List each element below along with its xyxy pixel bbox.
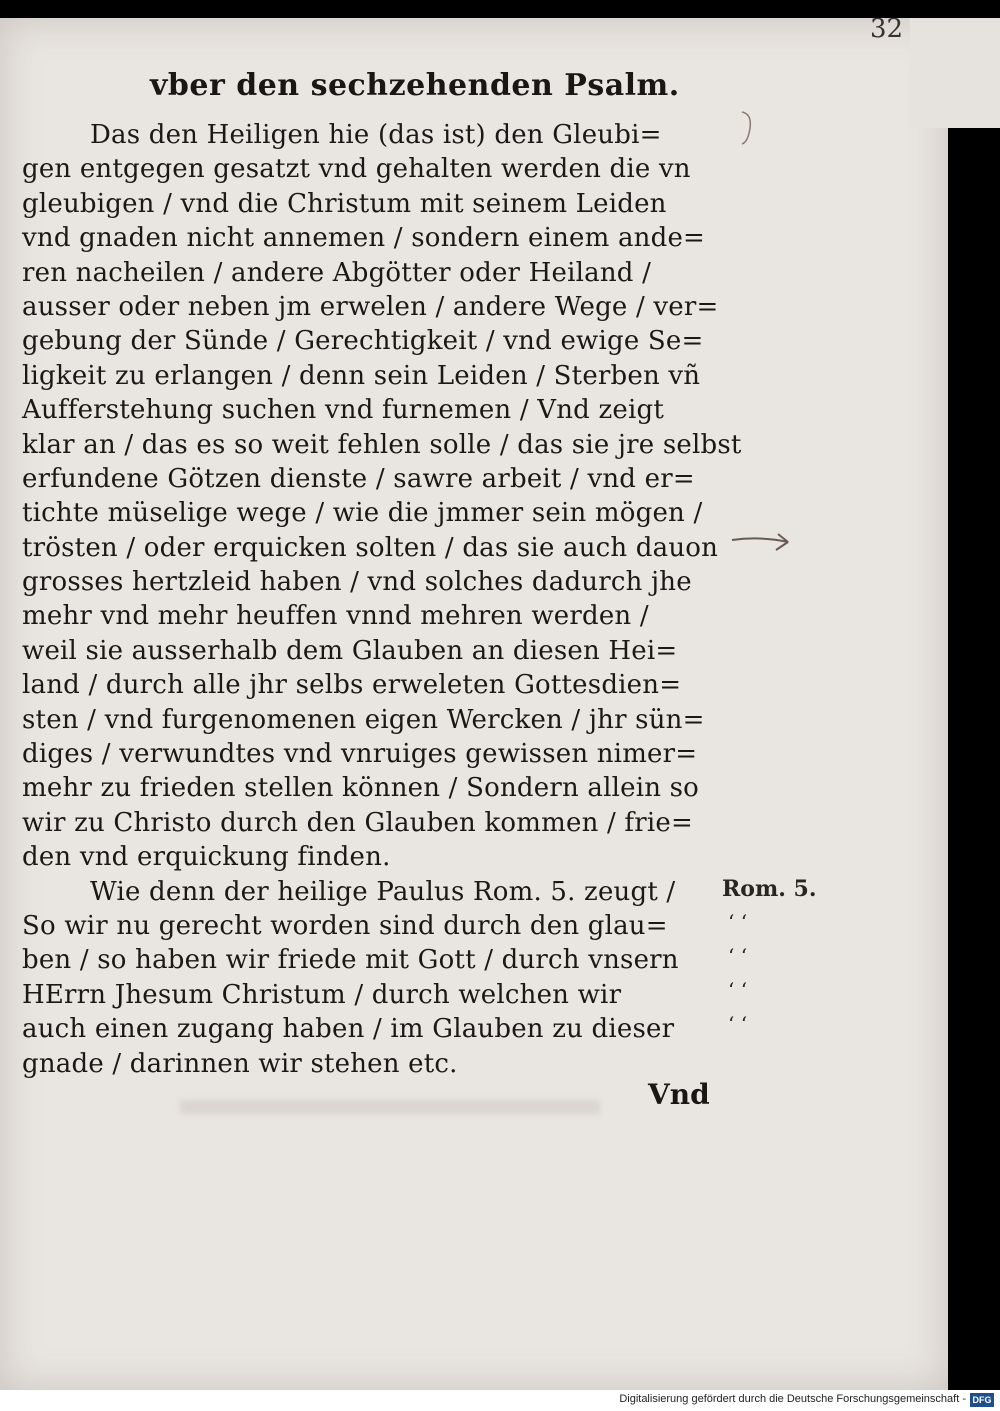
text-line: weil sie ausserhalb dem Glauben an diesen Hei= [22,635,678,666]
margin-reference: Rom. 5. [722,876,817,902]
text-line: trösten / oder erquicken solten / das sie auch dauon [22,532,719,563]
margin-quote-mark: ‘ ‘ [728,944,748,968]
text-line: mehr zu frieden stellen können / Sondern allein so [22,773,700,804]
running-head: vber den sechzehenden Psalm. [150,68,680,103]
text-line: wir zu Christo durch den Glauben kommen / frie= [22,807,693,838]
text-line: ligkeit zu erlangen / denn sein Leiden / Sterben vñ [22,360,701,391]
dfg-logo: DFG [970,1393,994,1407]
footer-credit: Digitalisierung gefördert durch die Deutsche Forschungsgemeinschaft - [619,1393,966,1405]
body-text [22,118,742,1081]
ink-bleed [180,1100,600,1114]
margin-quote-mark: ‘ ‘ [728,910,748,934]
text-line: ben / so haben wir friede mit Gott / durch vnsern [22,945,679,976]
text-line: Aufferstehung suchen vnd furnemen / Vnd zeigt [22,395,664,426]
text-line: land / durch alle jhr selbs erweleten Gottesdien= [22,670,682,701]
text-line: gebung der Sünde / Gerechtigkeit / vnd ewige Se= [22,326,704,357]
text-line: grosses hertzleid haben / vnd solches dadurch jhe [22,567,692,598]
text-line: den vnd erquickung finden. [22,842,391,873]
text-line: auch einen zugang haben / im Glauben zu dieser [22,1014,675,1045]
text-line: Das den Heiligen hie (das ist) den Gleubi= [90,120,662,150]
text-line: gleubigen / vnd die Christum mit seinem Leiden [22,188,667,219]
text-line: ren nacheilen / andere Abgötter oder Heiland / [22,257,652,288]
text-line: vnd gnaden nicht annemen / sondern einem ande= [22,223,706,254]
text-line: gen entgegen gesatzt vnd gehalten werden die vn [22,154,691,185]
margin-bracket-mark [738,108,758,148]
catchword: Vnd [648,1078,710,1111]
text-line: klar an / das es so weit fehlen solle / das sie jre selbst [22,429,742,460]
margin-arrow-mark [730,528,800,554]
text-line: Wie denn der heilige Paulus Rom. 5. zeugt / [90,876,676,907]
text-line: sten / vnd furgenomenen eigen Wercken / jhr sün= [22,704,705,735]
text-line: diges / verwundtes vnd vnruiges gewissen nimer= [22,739,698,770]
margin-quote-mark: ‘ ‘ [728,978,748,1002]
text-line: gnade / darinnen wir stehen etc. [22,1048,458,1079]
footer-bar [0,1390,1000,1411]
text-line: HErrn Jhesum Christum / durch welchen wir [22,979,622,1010]
text-line: mehr vnd mehr heuffen vnnd mehren werden / [22,601,649,632]
text-line: So wir nu gerecht worden sind durch den glau= [22,910,668,941]
text-line: tichte müselige wege / wie die jmmer sein mögen / [22,498,703,529]
page-number: 32 [870,14,904,44]
text-line: erfundene Götzen dienste / sawre arbeit / vnd er= [22,463,695,494]
margin-quote-mark: ‘ ‘ [728,1012,748,1036]
page-corner [910,18,1000,128]
text-line: ausser oder neben jm erwelen / andere Wege / ver= [22,291,719,322]
